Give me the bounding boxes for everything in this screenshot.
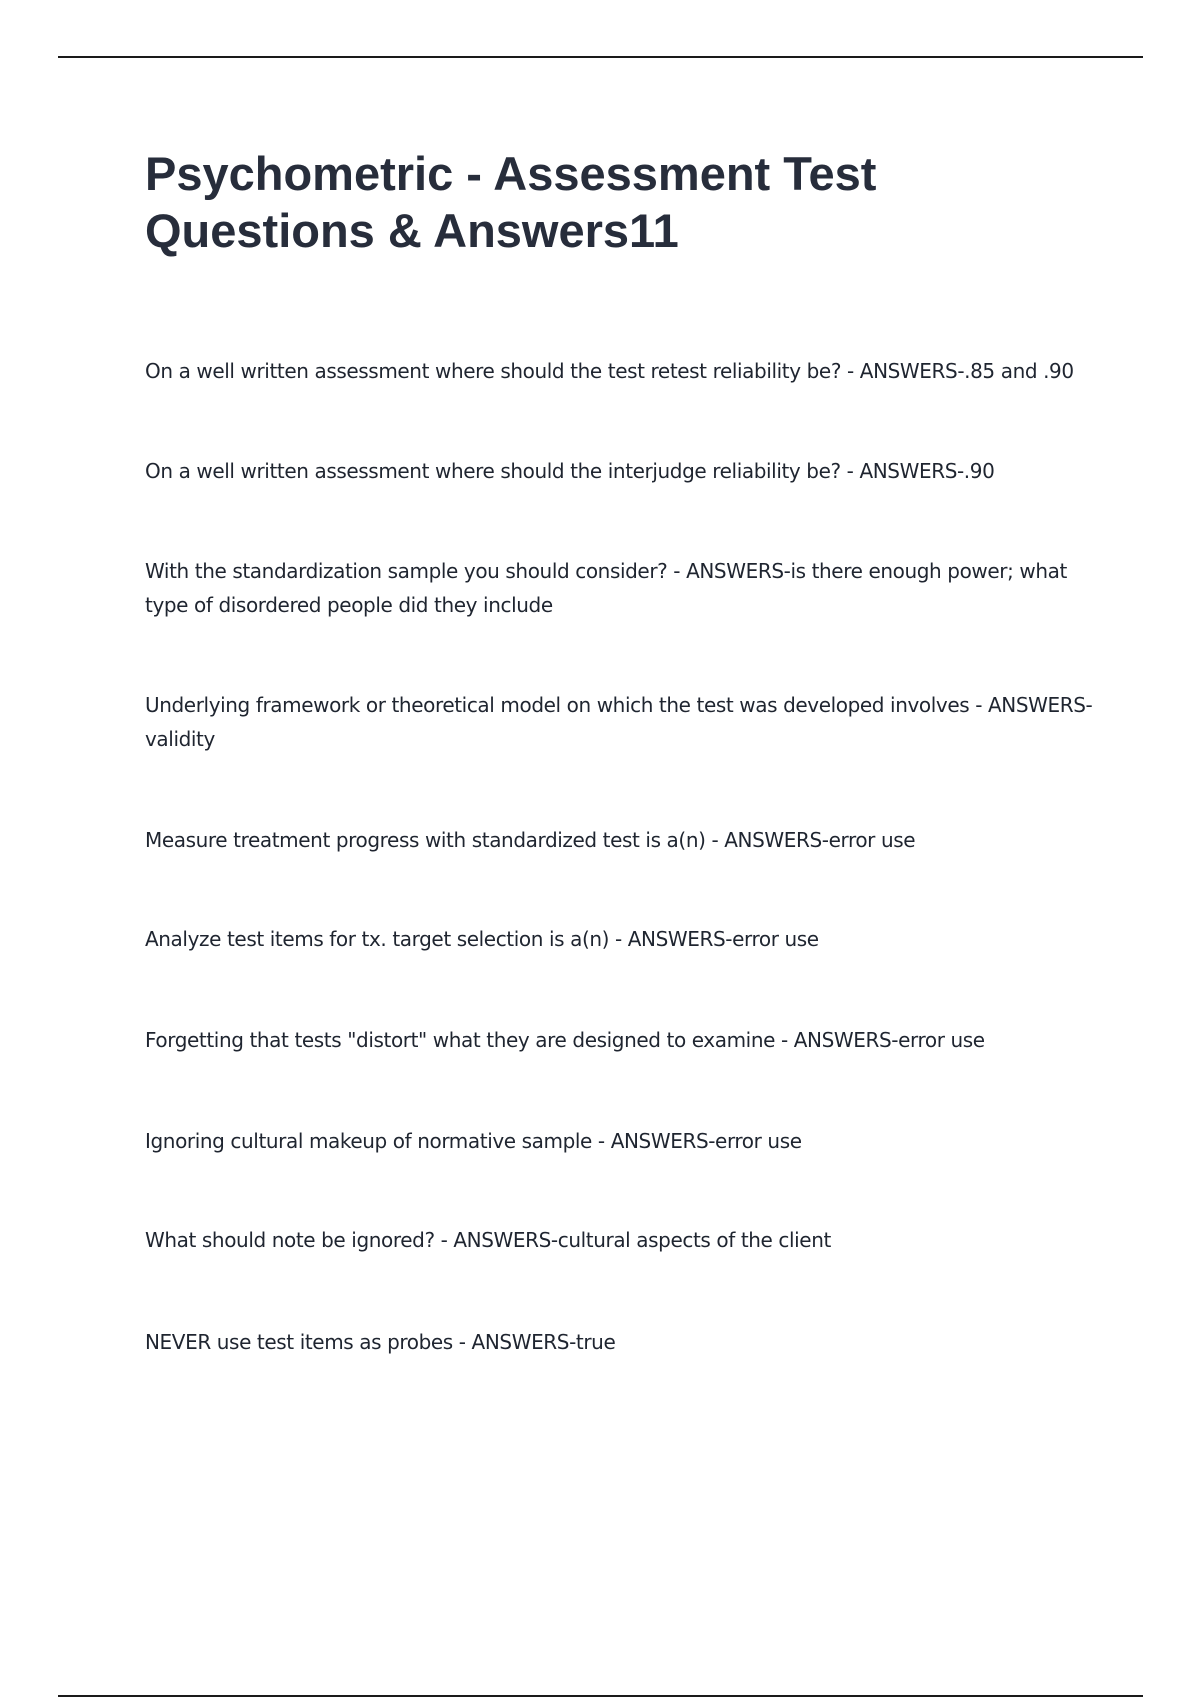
qa-item: Ignoring cultural makeup of normative sample - ANSWERS-error use	[145, 1129, 802, 1153]
qa-item: On a well written assessment where should the test retest reliability be? - ANSWERS-.85 and .90	[145, 359, 1074, 383]
page-title: Psychometric - Assessment Test Questions & Answers11	[145, 147, 877, 257]
qa-item: NEVER use test items as probes - ANSWERS-true	[145, 1330, 616, 1354]
qa-item: Measure treatment progress with standardized test is a(n) - ANSWERS-error use	[145, 828, 916, 852]
qa-item: With the standardization sample you should consider? - ANSWERS-is there enough power; what type of disordered people did they include	[145, 559, 1067, 617]
qa-item: Underlying framework or theoretical model on which the test was developed involves - ANSWERS-validity	[145, 693, 1093, 751]
bottom-divider	[58, 1695, 1143, 1697]
qa-item: Forgetting that tests "distort" what they are designed to examine - ANSWERS-error use	[145, 1028, 985, 1052]
qa-item: Analyze test items for tx. target selection is a(n) - ANSWERS-error use	[145, 927, 819, 951]
qa-item: What should note be ignored? - ANSWERS-cultural aspects of the client	[145, 1228, 831, 1252]
qa-item: On a well written assessment where should the interjudge reliability be? - ANSWERS-.90	[145, 459, 995, 483]
top-divider	[58, 56, 1143, 58]
